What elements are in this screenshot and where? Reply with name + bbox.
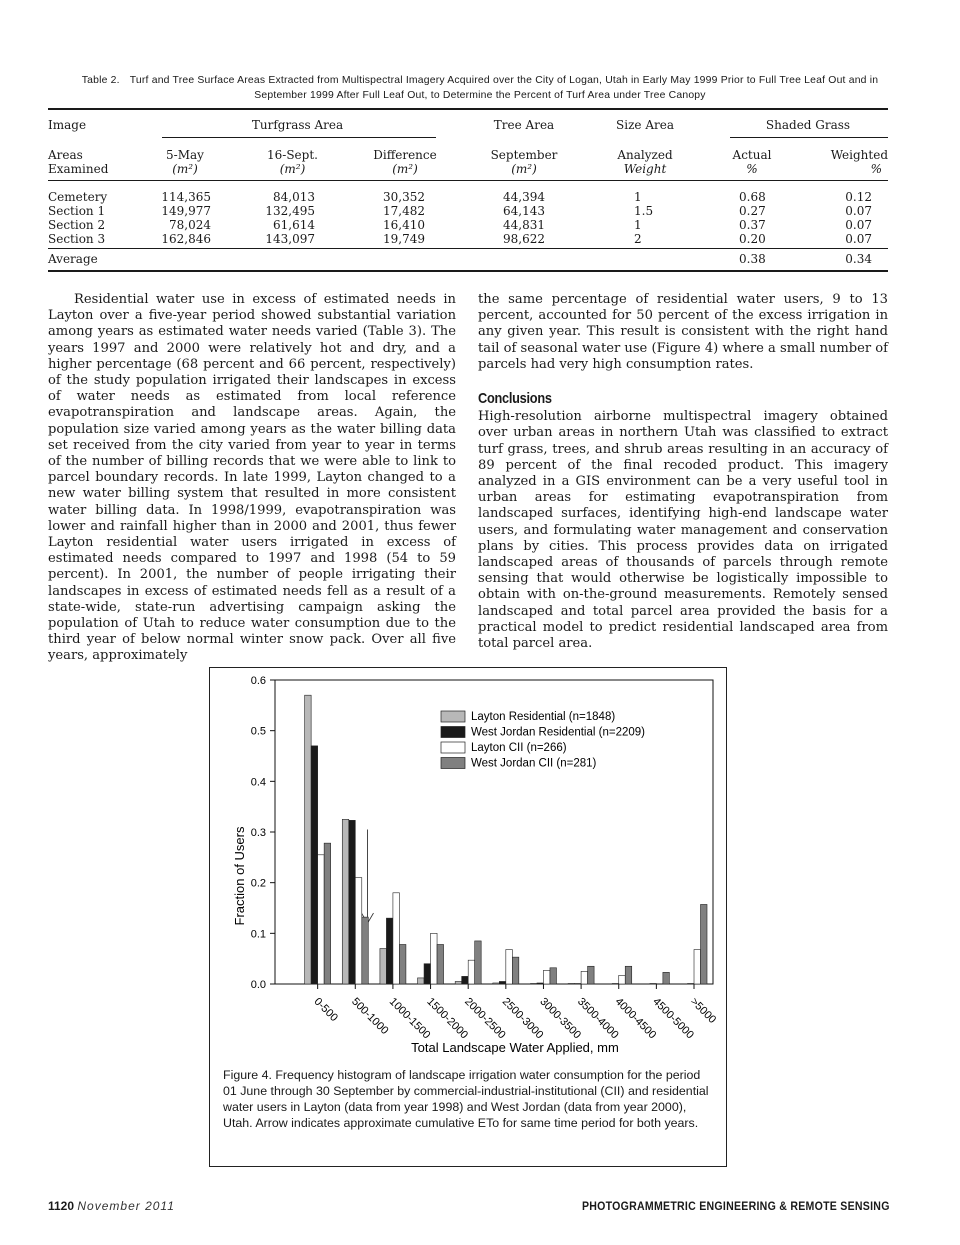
y-tick-label: 0.3	[250, 827, 266, 839]
x-tick-label: 3500-4000	[574, 995, 621, 1042]
bar	[311, 746, 318, 984]
bar	[342, 819, 349, 984]
legend-swatch	[441, 742, 465, 753]
row-label: Cemetery	[48, 190, 108, 204]
header-size: Size Area	[616, 118, 674, 132]
cell-sept: 132,495	[265, 204, 315, 218]
cell-weight: 2	[634, 232, 642, 246]
histogram-chart	[209, 668, 729, 1068]
bar	[688, 983, 695, 984]
sub-may-2: (m²)	[172, 162, 198, 176]
x-axis-label: Total Landscape Water Applied, mm	[411, 1040, 619, 1055]
x-tick-label: 2500-3000	[499, 995, 546, 1042]
average-weighted: 0.34	[845, 252, 872, 266]
bar	[418, 978, 425, 984]
bar	[537, 983, 544, 984]
table-label: Table 2.	[81, 75, 120, 86]
row-label: Section 1	[48, 204, 106, 218]
x-tick-label: 4500-5000	[650, 995, 696, 1042]
cell-weight: 1	[634, 190, 642, 204]
y-tick-label: 0.0	[250, 979, 266, 991]
footer-left	[48, 1199, 175, 1213]
bar	[305, 695, 312, 984]
bar	[568, 983, 575, 984]
cell-may: 78,024	[169, 218, 211, 232]
legend-swatch	[441, 727, 465, 738]
body-paragraph-continuation: the same percentage of residential water users, 9 to 13 percent, accounted for 50 percent of the excess irrigation in any given year. This result is consistent with the right hand tail of seasonal water use (Figure 4) where a small number of parcels had very high consumption rates.	[478, 292, 889, 372]
bar	[362, 917, 369, 984]
bar	[431, 933, 438, 984]
cell-weight: 1	[634, 218, 642, 232]
bar	[462, 976, 469, 984]
x-tick-label: 2000-2500	[462, 995, 508, 1042]
left-column	[48, 292, 456, 665]
bar	[619, 975, 626, 984]
sub-actual-1: Actual	[732, 148, 772, 162]
y-tick-label: 0.5	[250, 725, 266, 738]
sub-may-1: 5-May	[166, 148, 204, 162]
cell-sept: 143,097	[265, 232, 315, 246]
cell-may: 149,977	[161, 204, 211, 218]
header-bottom-rule	[48, 180, 888, 181]
y-tick-label: 0.6	[250, 675, 266, 687]
y-tick-label: 0.4	[250, 776, 266, 789]
cell-actual: 0.27	[739, 204, 766, 218]
legend-label: West Jordan Residential (n=2209)	[471, 726, 645, 739]
x-tick-label: >5000	[687, 995, 719, 1026]
bar	[581, 971, 588, 984]
conclusions-paragraph: High-resolution airborne multispectral imagery obtained over urban areas in northern Utah was classified to extract turf grass, trees, and shrub areas resulting in an accuracy of 89 percent of the final recoded product. This imagery analyzed in a GIS environment can be a very useful tool in urban areas for estimating evapotranspiration from landscaped surfaces, identifying high-end landscape water users, and formulating water management and conservation plans by cities. This process provides data on irrigated landscaped areas of thousands of parcels through remote sensing that would otherwise be logistically impossible to obtain with on-the-ground measurements. Remotely sensed landscaped and total parcel area provided the basis for a practical model to predict residential landscaped area from total parcel area.	[478, 409, 888, 652]
header-turfgrass: Turfgrass Area	[251, 118, 344, 132]
bar	[455, 981, 462, 984]
issue-date: November 2011	[77, 1199, 175, 1213]
bar	[386, 918, 393, 984]
bar	[588, 966, 595, 984]
cell-tree: 44,394	[503, 190, 545, 204]
cell-diff: 19,749	[383, 232, 425, 246]
bar	[349, 820, 356, 984]
page-number: 1120	[48, 1199, 75, 1213]
table-top-rule	[48, 108, 888, 110]
bar	[468, 960, 475, 984]
table-bottom-rule	[48, 270, 888, 272]
body-paragraph: Residential water use in excess of estimated needs in Layton over a five-year period showed substantial variation among years as estimated water needs varied (Table 3). The years 1997 and 2000 were relatively hot and dry, and a higher percentage (68 percent and 66 percent, respectively) of the study population irrigated their landscapes in excess of water needs as estimated from local reference evapotranspiration and landscape areas. Again, the population size varied among years as the water billing data set received from the city varied from year to year in terms of the number of billing records that we were able to link to parcel boundary records. In late 1999, Layton changed to a new water billing system that resulted in more consistent water billing data. In 1998/1999, evapotranspiration was lower and rainfall higher than in 2000 and 2001, thus fewer Layton residential water users irrigated in excess of estimated needs compared to 1997 and 1998 (54 to 59 percent). In 2001, the number of people irrigating their landscapes in excess of estimated needs fell as a result of a state-wide, state-run advertising campaign asking the population of Utah to reduce water consumption due to the third year of below normal winter snow pack. Over all five years, approximately	[48, 292, 456, 664]
sub-size-2: Weight	[623, 162, 667, 176]
bar	[530, 983, 537, 984]
cell-diff: 17,482	[383, 204, 425, 218]
bar	[701, 904, 708, 984]
bar	[318, 855, 325, 984]
legend-label: Layton CII (n=266)	[471, 742, 567, 754]
figure-caption: Figure 4. Frequency histogram of landscape irrigation water consumption for the period 01 June through 30 September by commercial-industrial-institutional (CII) and residential water users in Layton (data from year 1998) and West Jordan (data from year 2000), Utah. Arrow indicates approximate cumulative ETo for same time period for both years.	[223, 1068, 709, 1130]
bar	[437, 944, 444, 984]
sub-tree-1: September	[490, 148, 558, 162]
average-label: Average	[48, 252, 98, 266]
bar	[475, 941, 482, 984]
x-tick-label: 0-500	[311, 995, 340, 1025]
sub-sept-1: 16-Sept.	[267, 148, 318, 162]
sub-weighted-1: Weighted	[830, 148, 888, 162]
cell-tree: 98,622	[503, 232, 545, 246]
cell-weighted: 0.07	[845, 218, 872, 232]
table-caption-text: Turf and Tree Surface Areas Extracted from Multispectral Imagery Acquired over the City of Logan, Utah in Early May 1999 Prior to Full Tree Leaf Out and in September 1999 After Full Leaf Out, to Determine the Percent of Turf Area under Tree Canopy	[129, 75, 879, 101]
bar	[625, 966, 632, 984]
bar	[393, 893, 400, 984]
bar	[499, 981, 506, 984]
bar	[694, 950, 701, 984]
cell-weighted: 0.07	[845, 204, 872, 218]
legend-label: Layton Residential (n=1848)	[471, 711, 616, 723]
bar	[493, 983, 500, 984]
cell-actual: 0.20	[739, 232, 766, 246]
sub-areas-1: Areas	[48, 148, 83, 162]
average-rule	[48, 248, 888, 249]
bar	[399, 944, 406, 984]
bar	[324, 843, 331, 984]
cell-may: 114,365	[161, 190, 211, 204]
section-heading: Conclusions	[478, 390, 552, 408]
table-caption	[56, 73, 904, 103]
x-tick-label: 1500-2000	[424, 995, 471, 1042]
bar	[663, 972, 670, 984]
cell-sept: 61,614	[273, 218, 315, 232]
bar	[355, 878, 362, 984]
legend-swatch	[441, 711, 465, 722]
bar	[650, 983, 657, 984]
cell-actual: 0.68	[739, 190, 766, 204]
sub-sept-2: (m²)	[279, 162, 306, 176]
y-tick-label: 0.2	[250, 877, 266, 890]
cell-diff: 16,410	[383, 218, 425, 232]
right-column	[478, 292, 888, 652]
bar	[543, 970, 550, 984]
cell-sept: 84,013	[273, 190, 315, 204]
bar	[506, 950, 513, 984]
cell-actual: 0.37	[739, 218, 766, 232]
sub-tree-2: (m²)	[511, 162, 537, 176]
cell-tree: 64,143	[503, 204, 545, 218]
sub-areas-2: Examined	[48, 162, 109, 176]
legend-label: West Jordan CII (n=281)	[471, 757, 597, 770]
sub-diff-2: (m²)	[392, 162, 418, 176]
header-shaded: Shaded Grass	[765, 118, 851, 132]
y-tick-label: 0.1	[250, 928, 266, 941]
bar	[612, 983, 619, 984]
bar	[575, 983, 582, 984]
x-tick-label: 4000-4500	[612, 995, 659, 1042]
x-tick-label: 500-1000	[349, 995, 391, 1038]
bar	[550, 968, 557, 984]
bar	[424, 964, 431, 984]
legend-swatch	[441, 758, 465, 769]
journal-name: PHOTOGRAMMETRIC ENGINEERING & REMOTE SENSING	[582, 1199, 890, 1213]
sub-weighted-2: %	[870, 162, 882, 176]
sub-actual-2: %	[746, 162, 758, 176]
turfgrass-rule	[162, 137, 436, 138]
row-label: Section 3	[48, 232, 106, 246]
bar	[512, 957, 519, 984]
x-tick-label: 3000-3500	[537, 995, 584, 1042]
cell-may: 162,846	[161, 232, 211, 246]
header-tree: Tree Area	[493, 118, 555, 132]
cell-weighted: 0.07	[845, 232, 872, 246]
cell-weight: 1.5	[634, 204, 654, 218]
shaded-rule	[730, 137, 888, 138]
sub-diff-1: Difference	[373, 148, 437, 162]
cell-weighted: 0.12	[845, 190, 872, 204]
cell-diff: 30,352	[383, 190, 425, 204]
row-label: Section 2	[48, 218, 106, 232]
y-axis-label: Fraction of Users	[232, 826, 247, 926]
sub-size-1: Analyzed	[617, 148, 673, 162]
bar	[380, 949, 387, 984]
header-image: Image	[48, 118, 87, 132]
x-tick-label: 1000-1500	[386, 995, 433, 1042]
average-actual: 0.38	[739, 252, 766, 266]
cell-tree: 44,831	[503, 218, 545, 232]
